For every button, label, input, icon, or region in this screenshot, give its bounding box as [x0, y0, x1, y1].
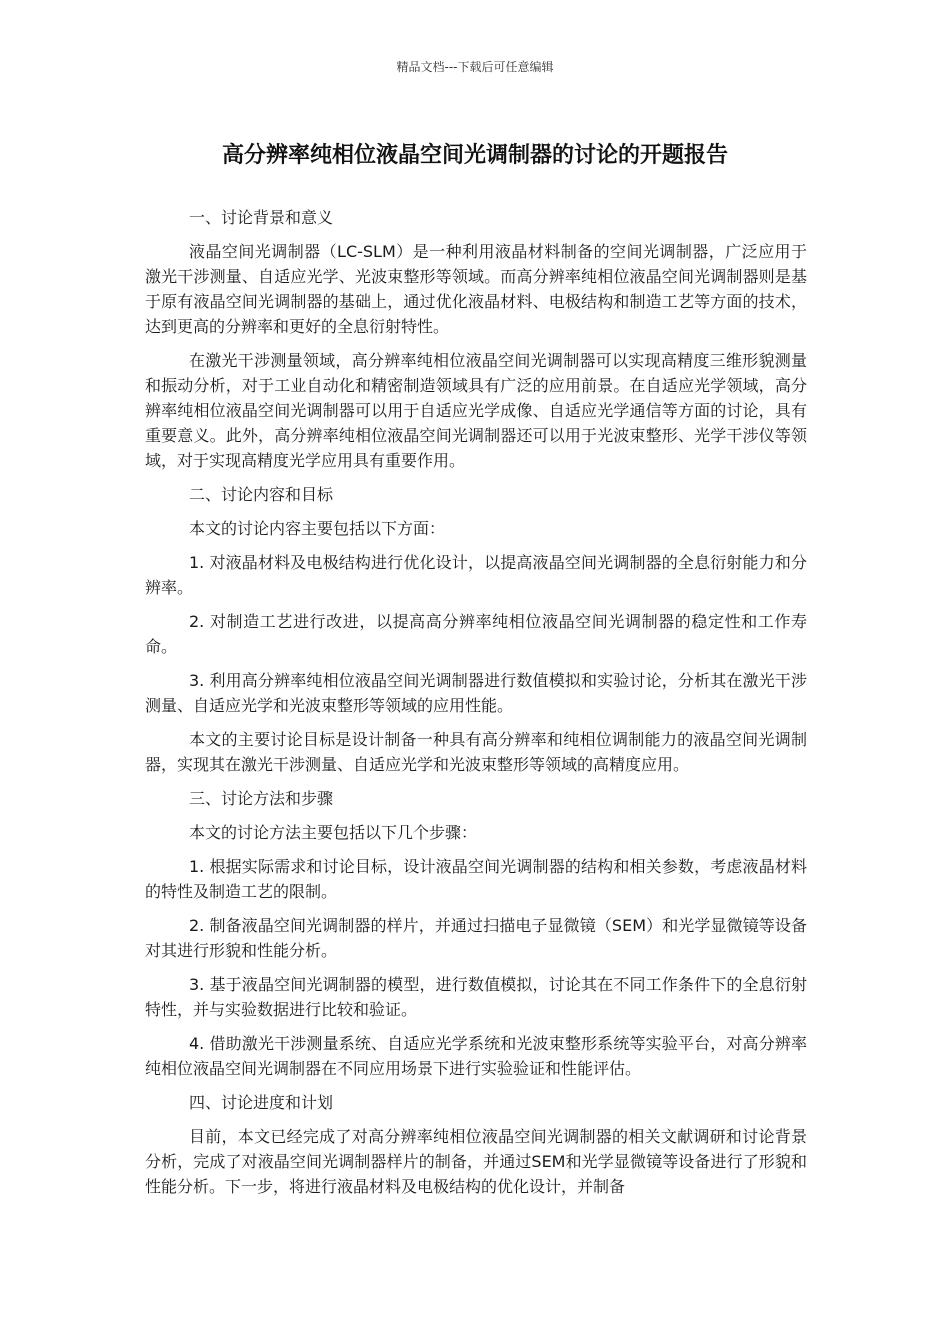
list-item: 2. 对制造工艺进行改进，以提高高分辨率纯相位液晶空间光调制器的稳定性和工作寿命。 — [145, 612, 807, 656]
list-item: 2. 制备液晶空间光调制器的样片，并通过扫描电子显微镜（SEM）和光学显微镜等设备对其进行形貌和性能分析。 — [145, 916, 807, 960]
document-body — [145, 205, 807, 1208]
list-item: 3. 基于液晶空间光调制器的模型，进行数值模拟，讨论其在不同工作条件下的全息衍射特性，并与实验数据进行比较和验证。 — [145, 975, 807, 1019]
paragraph: 液晶空间光调制器（LC-SLM）是一种利用液晶材料制备的空间光调制器，广泛应用于激光干涉测量、自适应光学、光波束整形等领域。而高分辨率纯相位液晶空间光调制器则是基于原有液晶空间光调制器的基础上，通过优化液晶材料、电极结构和制造工艺等方面的技术，达到更高的分辨率和更好的全息衍射特性。 — [145, 242, 807, 336]
list-item: 3. 利用高分辨率纯相位液晶空间光调制器进行数值模拟和实验讨论，分析其在激光干涉测量、自适应光学和光波束整形等领域的应用性能。 — [145, 671, 807, 715]
section-heading-schedule: 四、讨论进度和计划 — [189, 1093, 334, 1112]
header-note: 精品文档---下载后可任意编辑 — [396, 60, 554, 74]
section-heading-background: 一、讨论背景和意义 — [189, 208, 334, 227]
list-item: 4. 借助激光干涉测量系统、自适应光学系统和光波束整形系统等实验平台，对高分辨率纯相位液晶空间光调制器在不同应用场景下进行实验验证和性能评估。 — [145, 1034, 807, 1078]
section-heading-methods: 三、讨论方法和步骤 — [189, 789, 334, 808]
document-title: 高分辨率纯相位液晶空间光调制器的讨论的开题报告 — [221, 143, 728, 168]
list-item: 1. 对液晶材料及电极结构进行优化设计，以提高液晶空间光调制器的全息衍射能力和分辨率。 — [145, 553, 807, 597]
paragraph: 目前，本文已经完成了对高分辨率纯相位液晶空间光调制器的相关文献调研和讨论背景分析，完成了对液晶空间光调制器样片的制备，并通过SEM和光学显微镜等设备进行了形貌和性能分析。下一步，将进行液晶材料及电极结构的优化设计，并制备 — [145, 1127, 807, 1196]
section-heading-content: 二、讨论内容和目标 — [189, 485, 334, 504]
list-item: 1. 根据实际需求和讨论目标，设计液晶空间光调制器的结构和相关参数，考虑液晶材料的特性及制造工艺的限制。 — [145, 857, 807, 901]
paragraph: 本文的主要讨论目标是设计制备一种具有高分辨率和纯相位调制能力的液晶空间光调制器，实现其在激光干涉测量、自适应光学和光波束整形等领域的高精度应用。 — [145, 730, 807, 774]
paragraph: 本文的讨论方法主要包括以下几个步骤： — [189, 823, 478, 842]
paragraph: 在激光干涉测量领域，高分辨率纯相位液晶空间光调制器可以实现高精度三维形貌测量和振动分析，对于工业自动化和精密制造领域具有广泛的应用前景。在自适应光学领域，高分辨率纯相位液晶空间光调制器可以用于自适应光学成像、自适应光学通信等方面的讨论，具有重要意义。此外，高分辨率纯相位液晶空间光调制器还可以用于光波束整形、光学干涉仪等领域，对于实现高精度光学应用具有重要作用。 — [145, 351, 807, 470]
paragraph: 本文的讨论内容主要包括以下方面： — [189, 519, 446, 538]
